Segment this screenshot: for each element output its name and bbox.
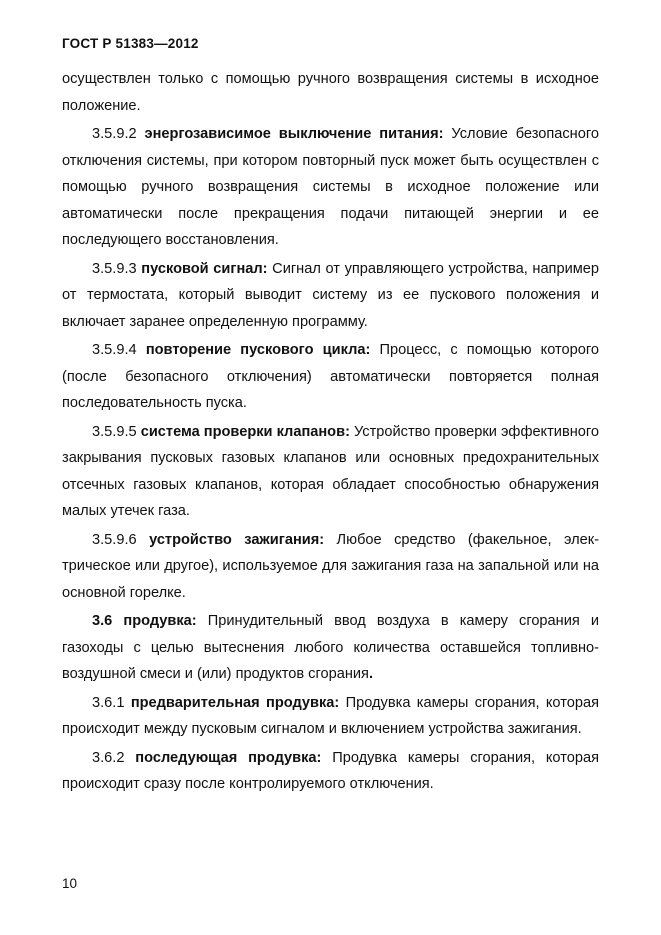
document-body [62, 66, 599, 800]
defined-term: устройство зажигания: [149, 531, 325, 548]
definition-text: Процесс, с помощью которого (после безопасного отключения) автоматически повторяется полная последовательность пуска. [62, 342, 600, 411]
defined-term: предварительная продувка: [130, 694, 340, 711]
definition-3-5-9-5 [62, 419, 599, 525]
definition-3-5-9-4 [62, 337, 599, 417]
definition-text: Продувка камеры сгорания, которая происходит между пусковым сигналом и включением устройства зажигания. [62, 694, 599, 737]
definition-text: Устройство проверки эффективного закрывания пусковых газовых клапанов или основных предохранительных отсечных газовых клапанов, которая обладает способностью обнаружения малых утечек газа. [62, 423, 599, 519]
defined-term: продувка: [123, 613, 197, 629]
page-number: 10 [62, 876, 78, 891]
definition-3-6-1 [62, 690, 599, 743]
clause-number: 3.5.9.2 [92, 126, 137, 142]
definition-text: Продувка камеры сгорания, которая происходит сразу после контролируемого отключения. [62, 749, 599, 792]
definition-trailing-period: . [368, 666, 374, 682]
defined-term: энергозависимое выключение питания: [144, 126, 444, 142]
defined-term: последующая продувка: [135, 749, 322, 766]
clause-number: 3.6 [92, 613, 113, 629]
definition-text: Сигнал от управляющего устройства, например от термостата, который выводит систему из ее пускового положения и включает заранее определенную программу. [62, 260, 599, 330]
defined-term: повторение пускового цикла: [145, 342, 371, 358]
clause-number: 3.6.2 [92, 749, 125, 766]
definition-text: Любое средство (факельное, электрическое или другое), используемое для зажигания газа на запальной или на основной горелке. [62, 531, 599, 601]
clause-number: 3.5.9.5 [92, 423, 137, 440]
definition-3-6 [62, 608, 599, 688]
definition-3-5-9-3 [62, 256, 599, 336]
clause-number: 3.5.9.3 [92, 260, 137, 277]
defined-term: система проверки клапанов: [140, 423, 350, 440]
definition-text: Условие безопасного отключения системы, при котором повторный пуск может быть осуществлен с помощью ручного возвращения системы в исходное положение или автоматически после прекращения подачи питающей энергии и ее последующего восстановления. [62, 126, 599, 248]
document-header: ГОСТ Р 51383—2012 [62, 36, 199, 51]
clause-number: 3.5.9.6 [92, 531, 137, 548]
definition-3-5-9-2 [62, 121, 599, 254]
clause-number: 3.6.1 [92, 694, 125, 711]
definition-3-5-9-6 [62, 527, 599, 607]
definition-3-6-2 [62, 745, 599, 798]
paragraph-text: осуществлен только с помощью ручного возвращения системы в исходное положение. [62, 71, 599, 114]
paragraph-continuation [62, 66, 599, 119]
defined-term: пусковой сигнал: [141, 260, 268, 277]
clause-number: 3.5.9.4 [92, 342, 137, 358]
definition-text: Принудительный ввод воздуха в камеру сгорания и газоходы с целью вытеснения любого количества оставшейся топливно-воздушной смеси и (или) продуктов сгорания [62, 613, 600, 682]
